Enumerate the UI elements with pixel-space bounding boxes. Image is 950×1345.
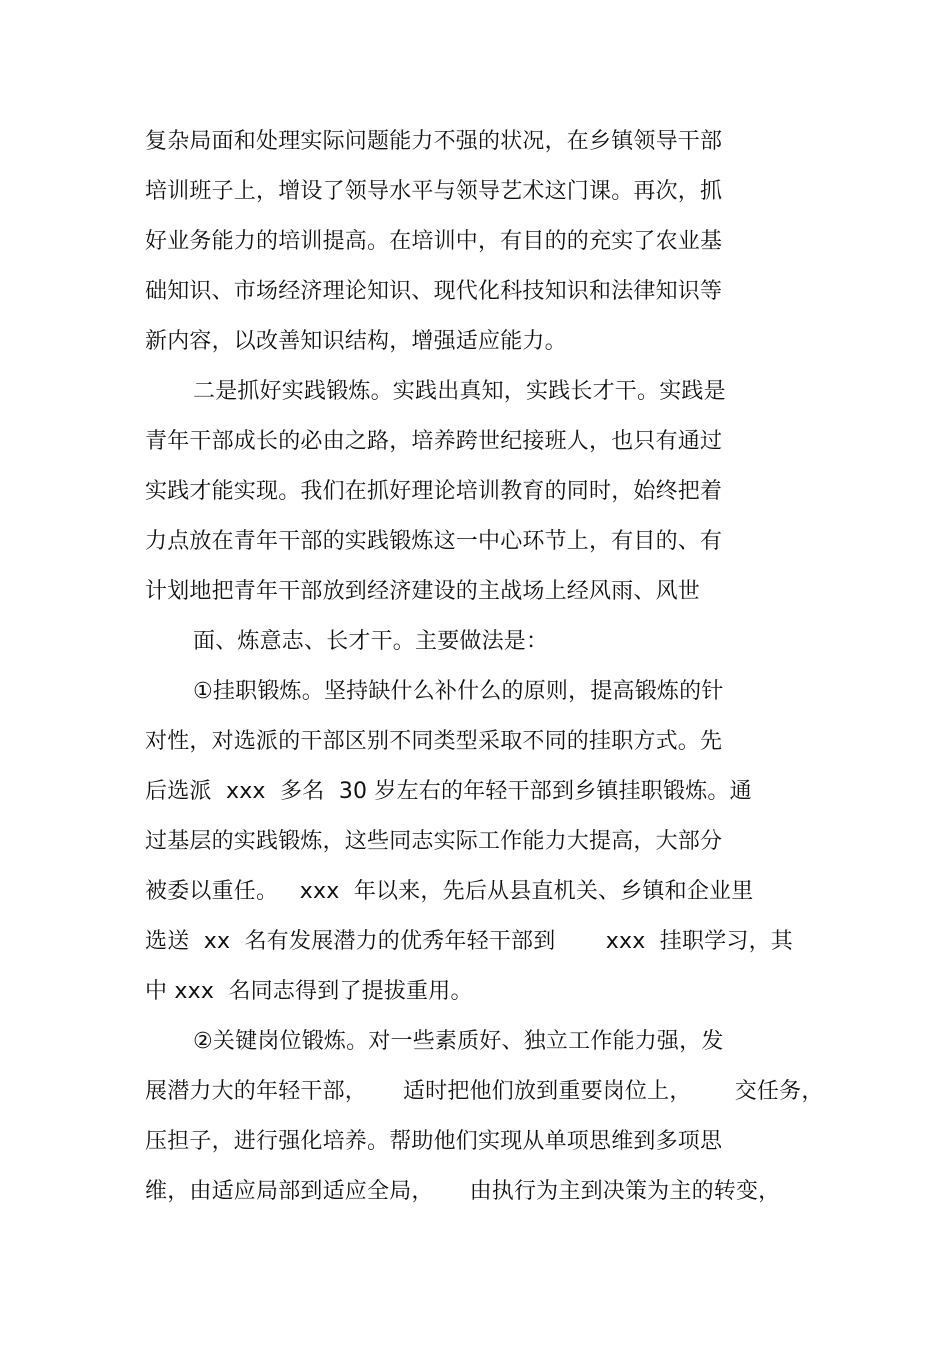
- text-line: 被委以重任。 xxx 年以来，先后从县直机关、乡镇和企业里: [145, 879, 754, 904]
- text-line: 好业务能力的培训提高。在培训中，有目的的充实了农业基: [145, 229, 723, 254]
- text-line: 对性，对选派的干部区别不同类型采取不同的挂职方式。先: [145, 729, 723, 754]
- text-line: 面、炼意志、长才干。主要做法是：: [193, 629, 549, 654]
- paragraph-start-line: 二是抓好实践锻炼。实践出真知，实践长才干。实践是: [193, 379, 726, 404]
- text-line: 力点放在青年干部的实践锻炼这一中心环节上，有目的、有: [145, 529, 723, 554]
- paragraph-start-line: ①挂职锻炼。坚持缺什么补什么的原则，提高锻炼的针: [193, 679, 724, 704]
- text-line: 中 xxx 名同志得到了提拔重用。: [145, 979, 473, 1004]
- text-line: 过基层的实践锻炼，这些同志实际工作能力大提高，大部分: [145, 829, 723, 854]
- text-line: 青年干部成长的必由之路，培养跨世纪接班人，也只有通过: [145, 429, 723, 454]
- text-line: 新内容，以改善知识结构，增强适应能力。: [145, 329, 567, 354]
- text-line: 展潜力大的年轻干部， 适时把他们放到重要岗位上， 交任务，: [145, 1079, 824, 1104]
- text-line: 培训班子上，增设了领导水平与领导艺术这门课。再次，抓: [145, 179, 723, 204]
- text-line: 后选派 xxx 多名 30 岁左右的年轻干部到乡镇挂职锻炼。通: [145, 779, 752, 804]
- text-line: 选送 xx 名有发展潜力的优秀年轻干部到 xxx 挂职学习，其: [145, 929, 794, 954]
- text-line: 压担子，进行强化培养。帮助他们实现从单项思维到多项思: [145, 1129, 723, 1154]
- text-line: 维，由适应局部到适应全局， 由执行为主到决策为主的转变，: [145, 1179, 781, 1204]
- text-line: 计划地把青年干部放到经济建设的主战场上经风雨、风世: [145, 579, 701, 604]
- text-line: 础知识、市场经济理论知识、现代化科技知识和法律知识等: [145, 279, 723, 304]
- text-line: 实践才能实现。我们在抓好理论培训教育的同时，始终把着: [145, 479, 723, 504]
- paragraph-start-line: ②关键岗位锻炼。对一些素质好、独立工作能力强，发: [193, 1029, 724, 1054]
- text-line: 复杂局面和处理实际问题能力不强的状况，在乡镇领导干部: [145, 129, 723, 154]
